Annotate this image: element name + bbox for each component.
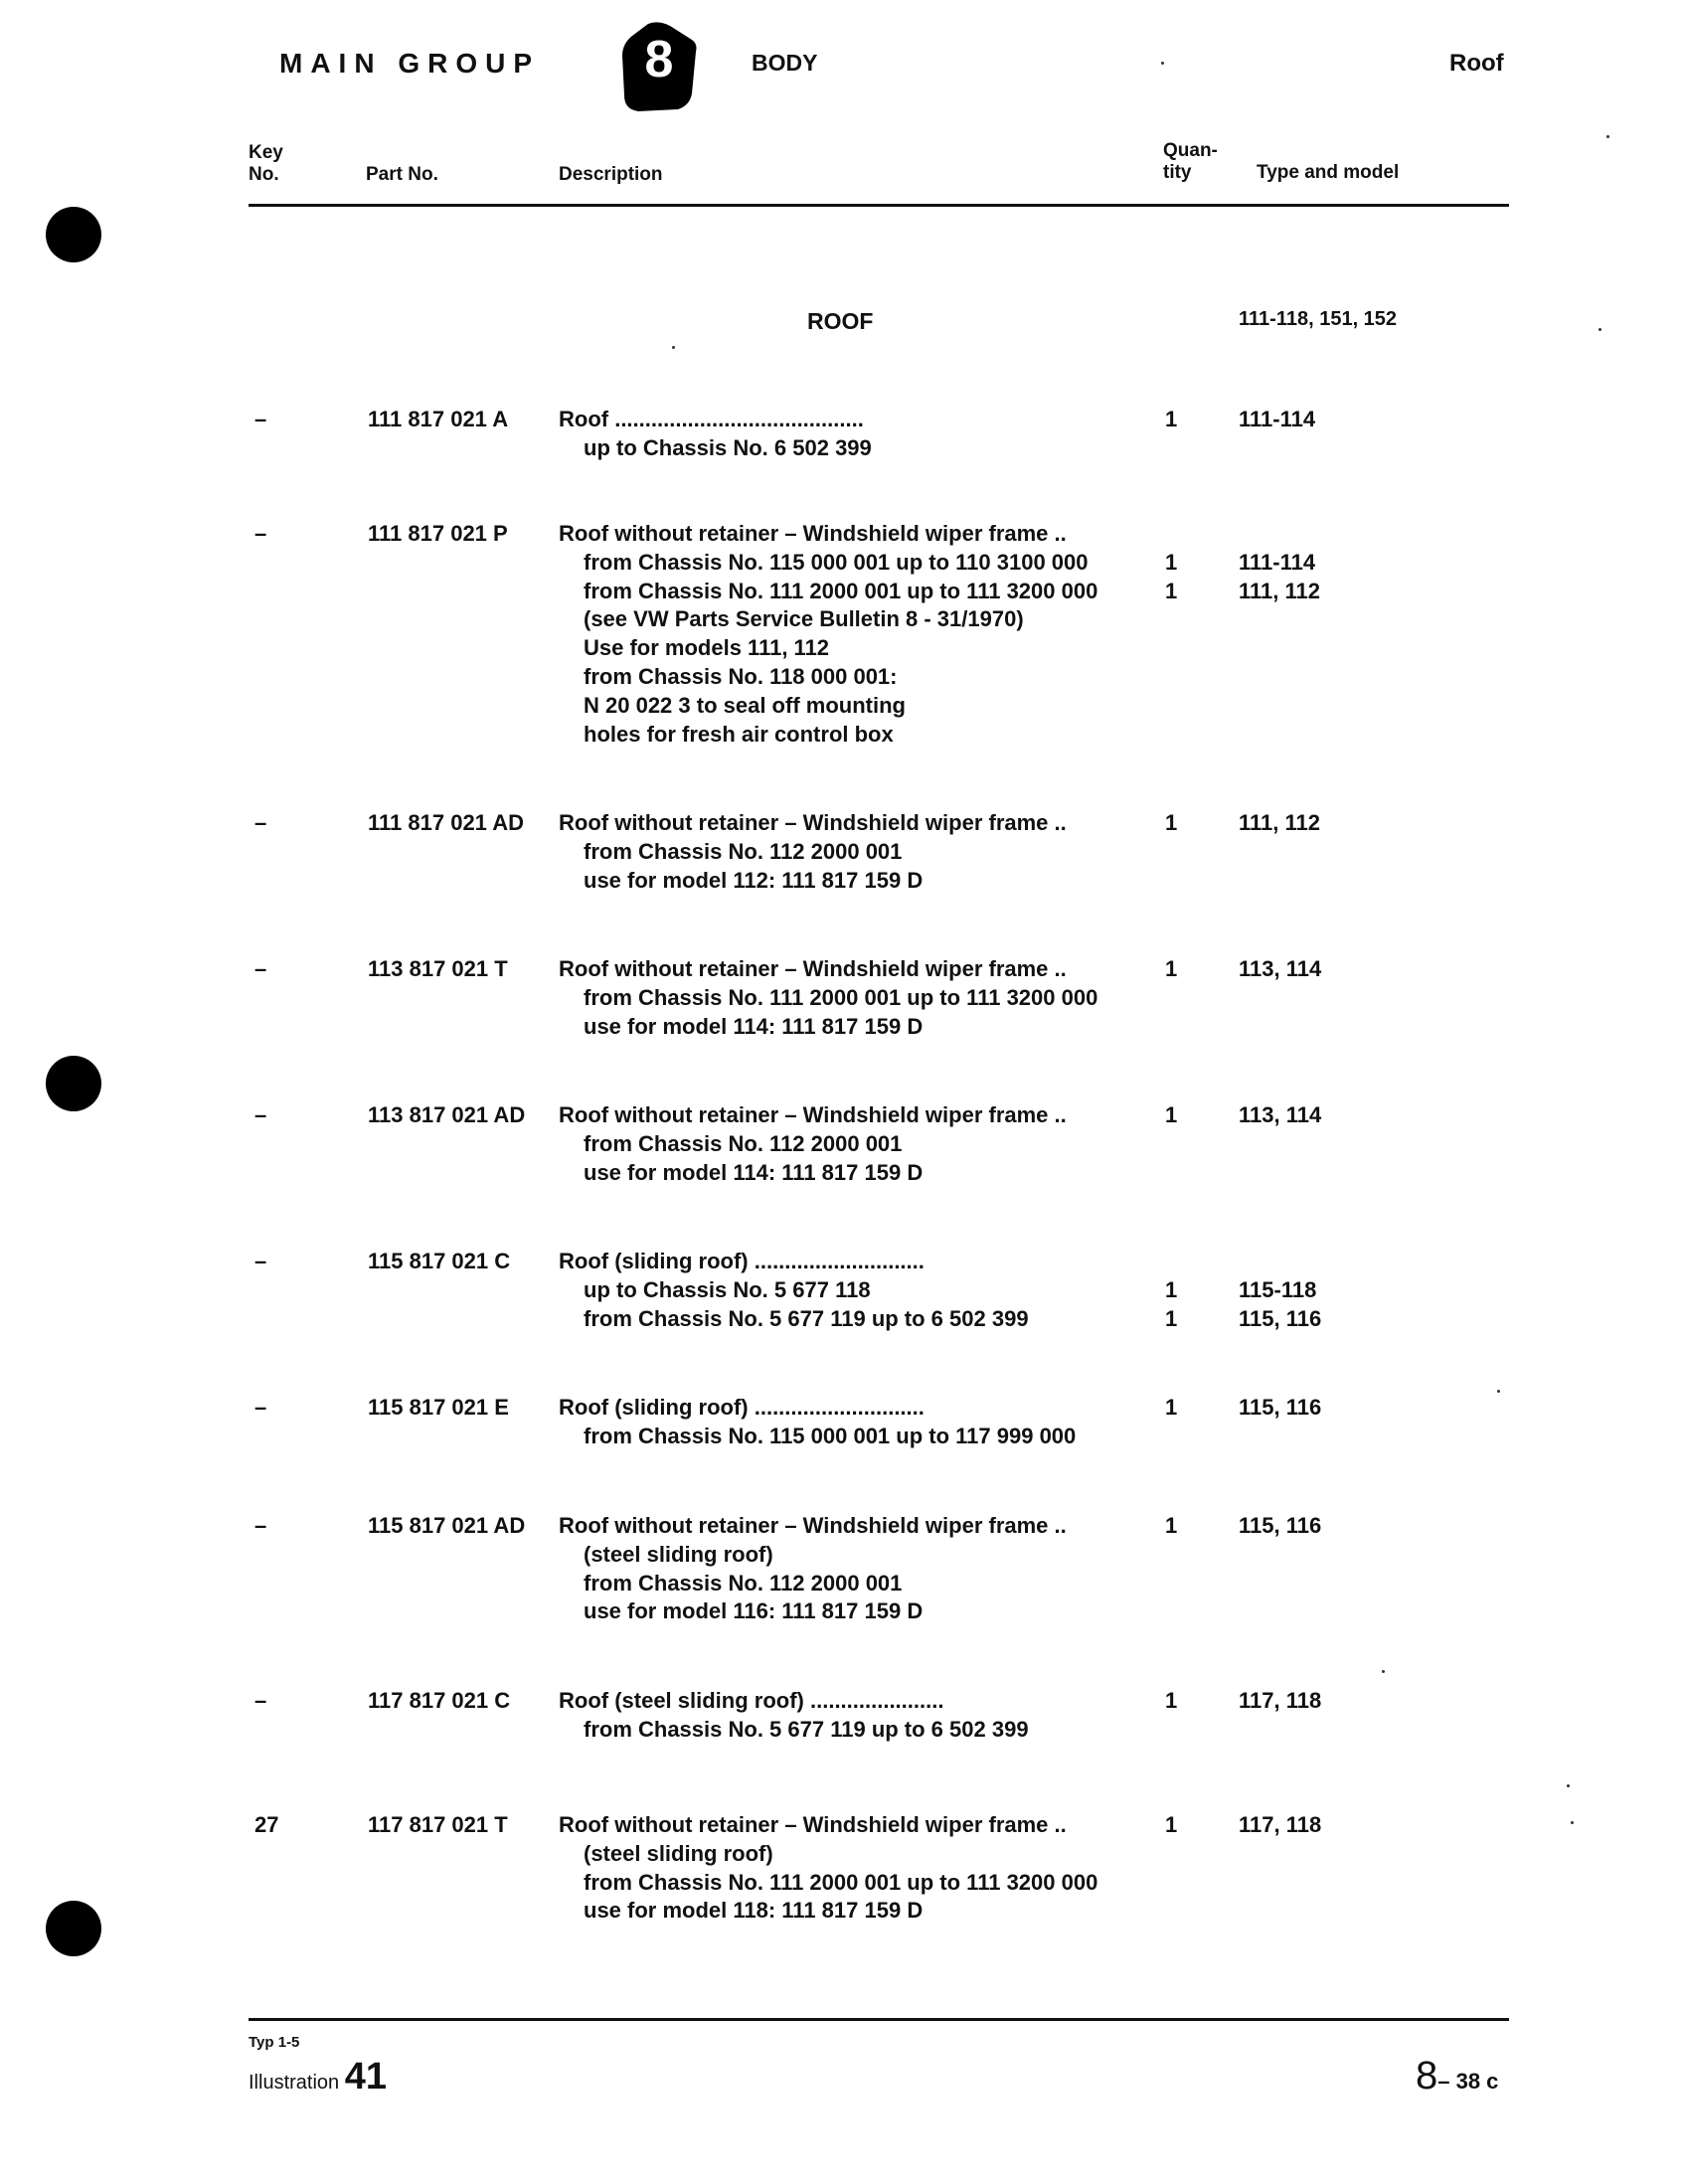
section-name: Roof [1449,50,1504,77]
description-main: Roof without retainer – Windshield wiper frame .. [559,521,1067,546]
quantity-value: 1 [1165,1395,1178,1420]
footer-typ: Typ 1-5 [249,2034,300,2051]
description-detail: use for model 118: 111 817 159 D [584,1898,924,1924]
type-value: 115-118 [1239,1276,1317,1302]
scan-speck [1567,1784,1570,1787]
description [559,520,1129,749]
part-no: 113 817 021 T [368,956,508,981]
description-detail: from Chassis No. 115 000 001 up to 117 999 000 [584,1423,1077,1448]
quantity-value [1165,1248,1195,1276]
type-and-model [1239,1811,1477,1840]
quantity-value: 1 [1165,1688,1178,1713]
scan-speck [1606,135,1609,138]
type-and-model [1239,1101,1477,1130]
description-detail: (see VW Parts Service Bulletin 8 - 31/1970) [584,606,1024,632]
description [559,1248,1129,1333]
type-and-model [1239,1248,1477,1333]
quantity [1165,1512,1195,1541]
footer-rule [249,2018,1509,2021]
quantity [1165,1248,1195,1333]
footer-illustration [249,2056,387,2099]
col-header-qty-line2: tity [1163,162,1192,183]
main-group-label: MAIN GROUP [279,48,540,79]
punch-hole-top [46,207,101,262]
part-no: 117 817 021 C [368,1688,511,1713]
key-no: – [254,1513,267,1538]
part-no: 115 817 021 AD [368,1513,526,1538]
description-detail: Use for models 111, 112 [584,635,830,661]
header-rule [249,204,1509,207]
quantity [1165,1394,1195,1423]
type-and-model [1239,1512,1477,1541]
col-header-quantity [1163,140,1218,184]
type-value: 113, 114 [1239,1102,1322,1127]
page-number [1416,2054,1498,2099]
type-value: 111-114 [1239,407,1316,431]
key-no: – [254,521,267,546]
type-value: 113, 114 [1239,956,1322,981]
description [559,809,1129,895]
col-header-key-line1: Key [249,142,283,163]
description-detail: use for model 116: 111 817 159 D [584,1598,924,1624]
type-and-model [1239,1394,1477,1423]
illustration-label: Illustration [249,2072,340,2094]
description [559,406,1129,463]
description-main: Roof without retainer – Windshield wiper frame .. [559,1513,1067,1538]
description-main: Roof ......................................... [559,407,864,431]
description-detail: from Chassis No. 112 2000 001 [584,1570,903,1596]
page-number-suffix: – 38 c [1437,2069,1499,2094]
description-detail: (steel sliding roof) [584,1840,773,1866]
type-value: 111, 112 [1239,578,1320,603]
description-detail: use for model 112: 111 817 159 D [584,867,924,893]
description-detail: use for model 114: 111 817 159 D [584,1159,924,1185]
type-value: 117, 118 [1239,1812,1322,1837]
scan-speck [672,346,675,349]
group-number: 8 [644,31,674,88]
description-detail: holes for fresh air control box [584,721,894,747]
scan-speck [1599,328,1601,331]
description-detail: from Chassis No. 111 2000 001 up to 111 3200 000 [584,1869,1098,1895]
part-no: 115 817 021 C [368,1249,511,1273]
scan-speck [1382,1670,1385,1673]
punch-hole-bottom [46,1901,101,1956]
type-and-model [1239,520,1477,605]
description-main: Roof without retainer – Windshield wiper frame .. [559,956,1067,981]
description [559,1101,1129,1187]
quantity-value: 1 [1165,1812,1178,1837]
col-header-part-no: Part No. [366,164,438,185]
type-value [1239,1248,1477,1276]
key-no: – [254,956,267,981]
punch-hole-middle [46,1056,101,1111]
quantity-value: 1 [1165,956,1178,981]
type-value: 115, 116 [1239,1513,1322,1538]
key-no: – [254,1102,267,1127]
quantity-value: 1 [1165,1513,1178,1538]
quantity-value: 1 [1165,1276,1178,1302]
group-name: BODY [752,50,818,76]
section-title: ROOF [807,308,874,334]
col-header-key-line2: No. [249,164,279,185]
col-header-type-model: Type and model [1257,162,1400,183]
description-detail: up to Chassis No. 6 502 399 [584,434,872,460]
key-no: – [254,1395,267,1420]
part-no: 113 817 021 AD [368,1102,526,1127]
quantity-value: 1 [1165,578,1178,603]
key-no: – [254,1688,267,1713]
illustration-number: 41 [344,2056,387,2098]
quantity-value: 1 [1165,549,1178,575]
quantity [1165,1687,1195,1716]
quantity [1165,955,1195,984]
description-detail: from Chassis No. 111 2000 001 up to 111 3200 000 [584,984,1098,1010]
type-value: 115, 116 [1239,1305,1322,1331]
type-value: 115, 116 [1239,1395,1322,1420]
type-and-model [1239,1687,1477,1716]
description-detail: up to Chassis No. 5 677 118 [584,1276,871,1302]
quantity-value: 1 [1165,810,1178,835]
description-detail: from Chassis No. 5 677 119 up to 6 502 399 [584,1716,1029,1742]
description-detail: (steel sliding roof) [584,1541,773,1567]
quantity [1165,406,1195,434]
part-no: 111 817 021 AD [368,810,524,835]
section-types: 111-118, 151, 152 [1239,308,1398,330]
type-value [1239,520,1477,549]
part-no: 111 817 021 A [368,407,509,431]
scan-speck [1497,1390,1500,1393]
description-main: Roof without retainer – Windshield wiper frame .. [559,810,1067,835]
description [559,1811,1129,1926]
type-and-model [1239,406,1477,434]
description-main: Roof without retainer – Windshield wiper frame .. [559,1102,1067,1127]
scan-speck [1161,62,1164,65]
quantity [1165,1811,1195,1840]
description-detail: from Chassis No. 112 2000 001 [584,1130,903,1156]
page-number-main: 8 [1416,2054,1438,2098]
type-value: 111, 112 [1239,810,1320,835]
quantity-value [1165,520,1195,549]
description [559,1394,1129,1451]
col-header-qty-line1: Quan- [1163,140,1218,161]
description-detail: use for model 114: 111 817 159 D [584,1013,924,1039]
group-number-badge [618,22,700,113]
key-no: – [254,407,267,431]
type-value: 117, 118 [1239,1688,1322,1713]
description-detail: from Chassis No. 111 2000 001 up to 111 3200 000 [584,578,1098,603]
col-header-description: Description [559,164,663,185]
col-header-key-no [249,142,283,186]
description-main: Roof (steel sliding roof) ...................... [559,1688,944,1713]
description-detail: N 20 022 3 to seal off mounting [584,692,906,718]
part-no: 115 817 021 E [368,1395,509,1420]
key-no: – [254,1249,267,1273]
description-detail: from Chassis No. 115 000 001 up to 110 3100 000 [584,549,1089,575]
description [559,1512,1129,1626]
quantity [1165,1101,1195,1130]
type-value: 111-114 [1239,549,1316,575]
description-main: Roof without retainer – Windshield wiper frame .. [559,1812,1067,1837]
description [559,955,1129,1041]
quantity [1165,520,1195,605]
description-main: Roof (sliding roof) ............................ [559,1249,925,1273]
description-detail: from Chassis No. 112 2000 001 [584,838,903,864]
description [559,1687,1129,1745]
description-main: Roof (sliding roof) ............................ [559,1395,925,1420]
quantity-value: 1 [1165,1102,1178,1127]
key-no: 27 [254,1812,279,1837]
key-no: – [254,810,267,835]
scan-speck [1571,1821,1574,1824]
part-no: 117 817 021 T [368,1812,508,1837]
quantity [1165,809,1195,838]
quantity-value: 1 [1165,407,1178,431]
type-and-model [1239,809,1477,838]
description-detail: from Chassis No. 118 000 001: [584,663,898,689]
description-detail: from Chassis No. 5 677 119 up to 6 502 399 [584,1305,1029,1331]
quantity-value: 1 [1165,1305,1178,1331]
part-no: 111 817 021 P [368,521,508,546]
type-and-model [1239,955,1477,984]
